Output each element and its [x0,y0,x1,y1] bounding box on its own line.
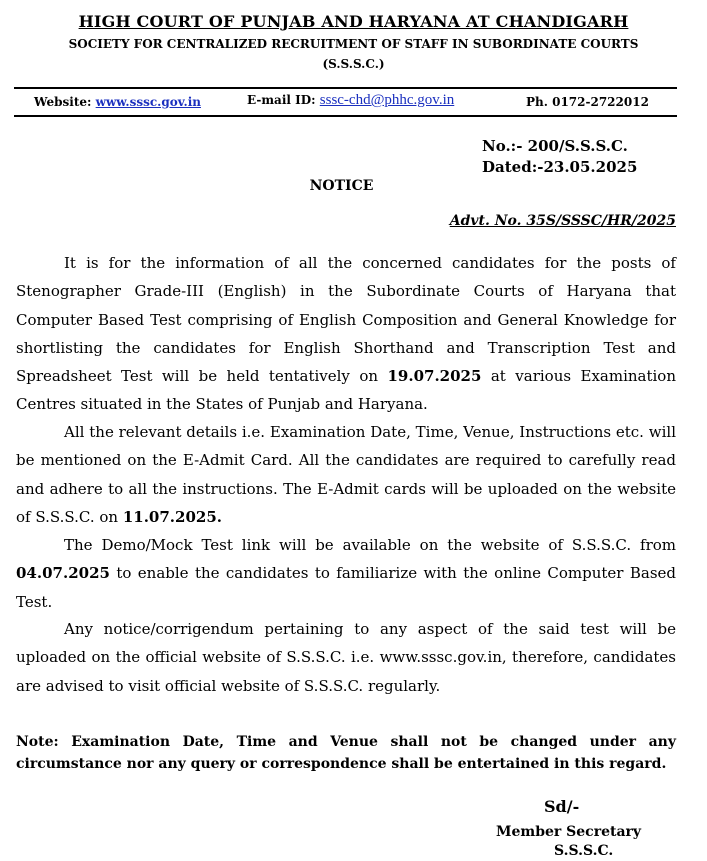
paragraph-admit-card [16,418,676,531]
website-link[interactable]: www.sssc.gov.in [95,95,201,109]
court-title: HIGH COURT OF PUNJAB AND HARYANA AT CHANDIGARH [78,12,629,31]
signatory-designation: Member Secretary [496,824,642,840]
important-note: Note: Examination Date, Time and Venue shall not be changed under any circumstance nor any query or correspondence shall be entertained in this regard. [16,734,676,772]
p3-text-a: The Demo/Mock Test link will be available on the website of S.S.S.C. from [64,536,676,554]
signatory-organization: S.S.S.C. [554,843,614,859]
exam-date: 19.07.2025 [387,367,482,386]
advertisement-number: Advt. No. 35S/SSSC/HR/2025 [449,213,676,229]
mock-test-date: 04.07.2025 [16,564,110,583]
signature-sd: Sd/- [544,797,580,816]
society-subtitle: SOCIETY FOR CENTRALIZED RECRUITMENT OF STAFF IN SUBORDINATE COURTS [68,37,639,51]
reference-number: No.:- 200/S.S.S.C. [482,137,628,155]
paragraph-website-notice [16,615,676,700]
website-label: Website: [34,95,92,109]
p4-text: Any notice/corrigendum pertaining to any aspect of the said test will be uploaded on the official website of S.S.S.C. i.e. www.sssc.gov.in, therefore, candidates are advised to visit official website of S.S.S.C. regularly. [16,620,676,695]
email-link[interactable]: sssc-chd@phhc.gov.in [319,92,455,108]
p3-text-b: to enable the candidates to familiarize with the online Computer Based Test. [16,564,676,611]
society-abbreviation: (S.S.S.C.) [322,57,385,71]
phone-number: Ph. 0172-2722012 [526,95,649,109]
paragraph-exam-info [16,249,676,419]
website-contact [34,95,201,109]
p2-text-a: All the relevant details i.e. Examination Date, Time, Venue, Instructions etc. will be mentioned on the E-Admit Card. All the candidates are required to carefully read and adhere to all the instructions. The E-Admit cards will be uploaded on the website of S.S.S.C. on [16,423,676,526]
reference-date: Dated:-23.05.2025 [482,158,638,176]
email-label: E-mail ID: [247,93,316,107]
email-contact [247,92,454,109]
paragraph-mock-test [16,531,676,616]
contact-bar [14,87,677,117]
p1-text-b: at various Examination Centres situated in the States of Punjab and Haryana. [16,367,676,414]
notice-heading: NOTICE [309,178,374,194]
p1-text-a: It is for the information of all the concerned candidates for the posts of Stenographer Grade-III (English) in the Subordinate Courts of Haryana that Computer Based Test comprising of English Composition and General Knowledge for shortlisting the candidates for English Shorthand and Transcription Test and Spreadsheet Test will be held tentatively on [16,254,676,386]
admit-card-date: 11.07.2025. [122,507,222,526]
